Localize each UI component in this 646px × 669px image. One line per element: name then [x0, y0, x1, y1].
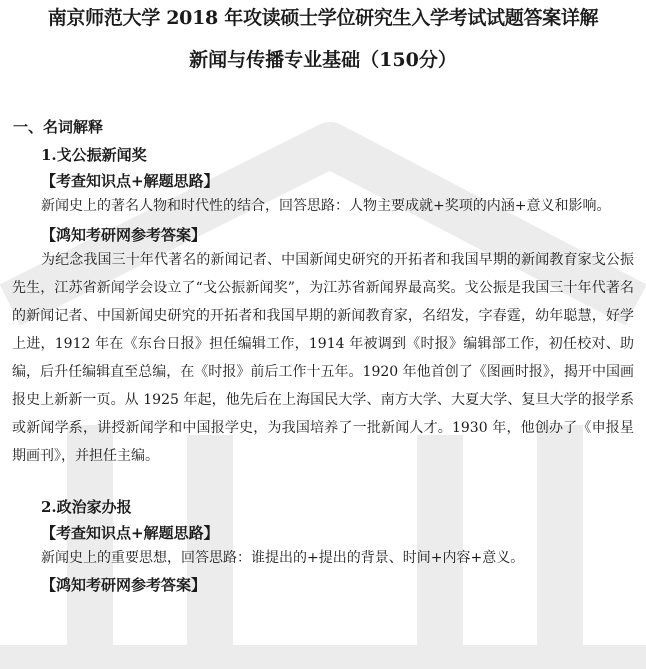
answer-paragraph: 为纪念我国三十年代著名的新闻记者、中国新闻史研究的开拓者和我国早期的新闻教育家戈公振先生，江苏省新闻学会设立了“戈公振新闻奖”，为江苏省新闻界最高奖。戈公振是我国三十年代著名的新闻记者、中国新闻史研究的开拓者和我国早期的新闻教育家，名绍发，字春霆，幼年聪慧，好学上进，1912 年在《东台日报》担任编辑工作，1914 年被调到《时报》编辑部工作，初任校对、助编，后升任编辑直至总编，在《时报》前后工作十五年。1920 年他首创了《图画时报》，揭开中国画报史上新新一页。从 1925 年起，他先后在上海国民大学、南方大学、大夏大学、复旦大学的报学系或新闻学系，讲授新闻学和中国报学史，为我国培养了一批新闻人才。1930 年，他创办了《申报星期画刊》，并担任主编。: [12, 252, 634, 464]
document-page: [0, 5, 646, 596]
knowledge-paragraph: 新闻史上的重要思想，回答思路：谁提出的+提出的背景、时间+内容+意义。: [41, 550, 525, 566]
item-heading: 1.戈公振新闻奖: [41, 146, 147, 164]
answer-tag: 【鸿知考研网参考答案】: [41, 576, 207, 594]
section-heading: 一、名词解释: [13, 118, 104, 136]
document-subtitle: 新闻与传播专业基础（150分）: [189, 49, 457, 71]
document-title: 南京师范大学 2018 年攻读硕士学位研究生入学考试试题答案详解: [47, 7, 599, 29]
knowledge-tag: 【考查知识点+解题思路】: [41, 172, 219, 190]
knowledge-tag: 【考查知识点+解题思路】: [41, 524, 219, 542]
item-heading: 2.政治家办报: [41, 498, 132, 516]
answer-tag: 【鸿知考研网参考答案】: [41, 226, 207, 244]
knowledge-paragraph: 新闻史上的著名人物和时代性的结合，回答思路：人物主要成就+奖项的内涵+意义和影响。: [41, 198, 611, 214]
